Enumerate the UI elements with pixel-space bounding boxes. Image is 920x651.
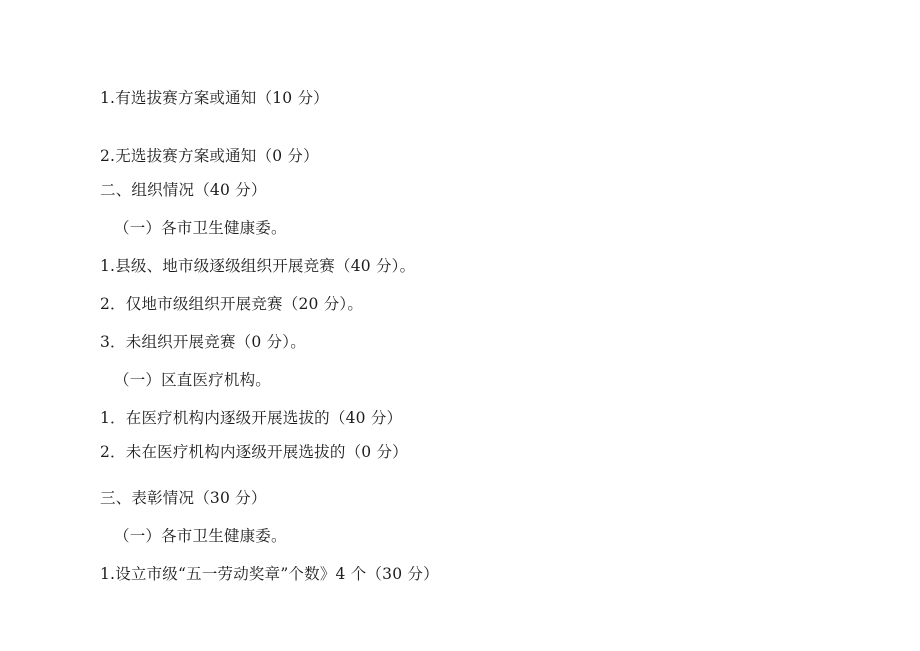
document-line: 2．仅地市级组织开展竞赛（20 分）。	[100, 295, 364, 314]
document-line: 1.有选拔赛方案或通知（10 分）	[100, 89, 329, 107]
document-line: 三、表彰情况（30 分）	[100, 489, 267, 508]
document-line: 2．未在医疗机构内逐级开展选拔的（0 分）	[100, 443, 408, 462]
document-line: 1．在医疗机构内逐级开展选拔的（40 分）	[100, 409, 403, 428]
document-line: （一）各市卫生健康委。	[114, 219, 287, 238]
document-text-body	[100, 86, 820, 586]
document-line: 2.无选拔赛方案或通知（0 分）	[100, 147, 319, 166]
document-line: 1.县级、地市级逐级组织开展竞赛（40 分）。	[100, 257, 416, 276]
document-line: 1.设立市级“五一劳动奖章”个数》4 个（30 分）	[100, 565, 439, 584]
document-line: 二、组织情况（40 分）	[100, 181, 267, 200]
document-line: 3．未组织开展竞赛（0 分）。	[100, 333, 306, 352]
document-line: （一）各市卫生健康委。	[114, 527, 287, 546]
document-line: （一）区直医疗机构。	[114, 371, 272, 390]
